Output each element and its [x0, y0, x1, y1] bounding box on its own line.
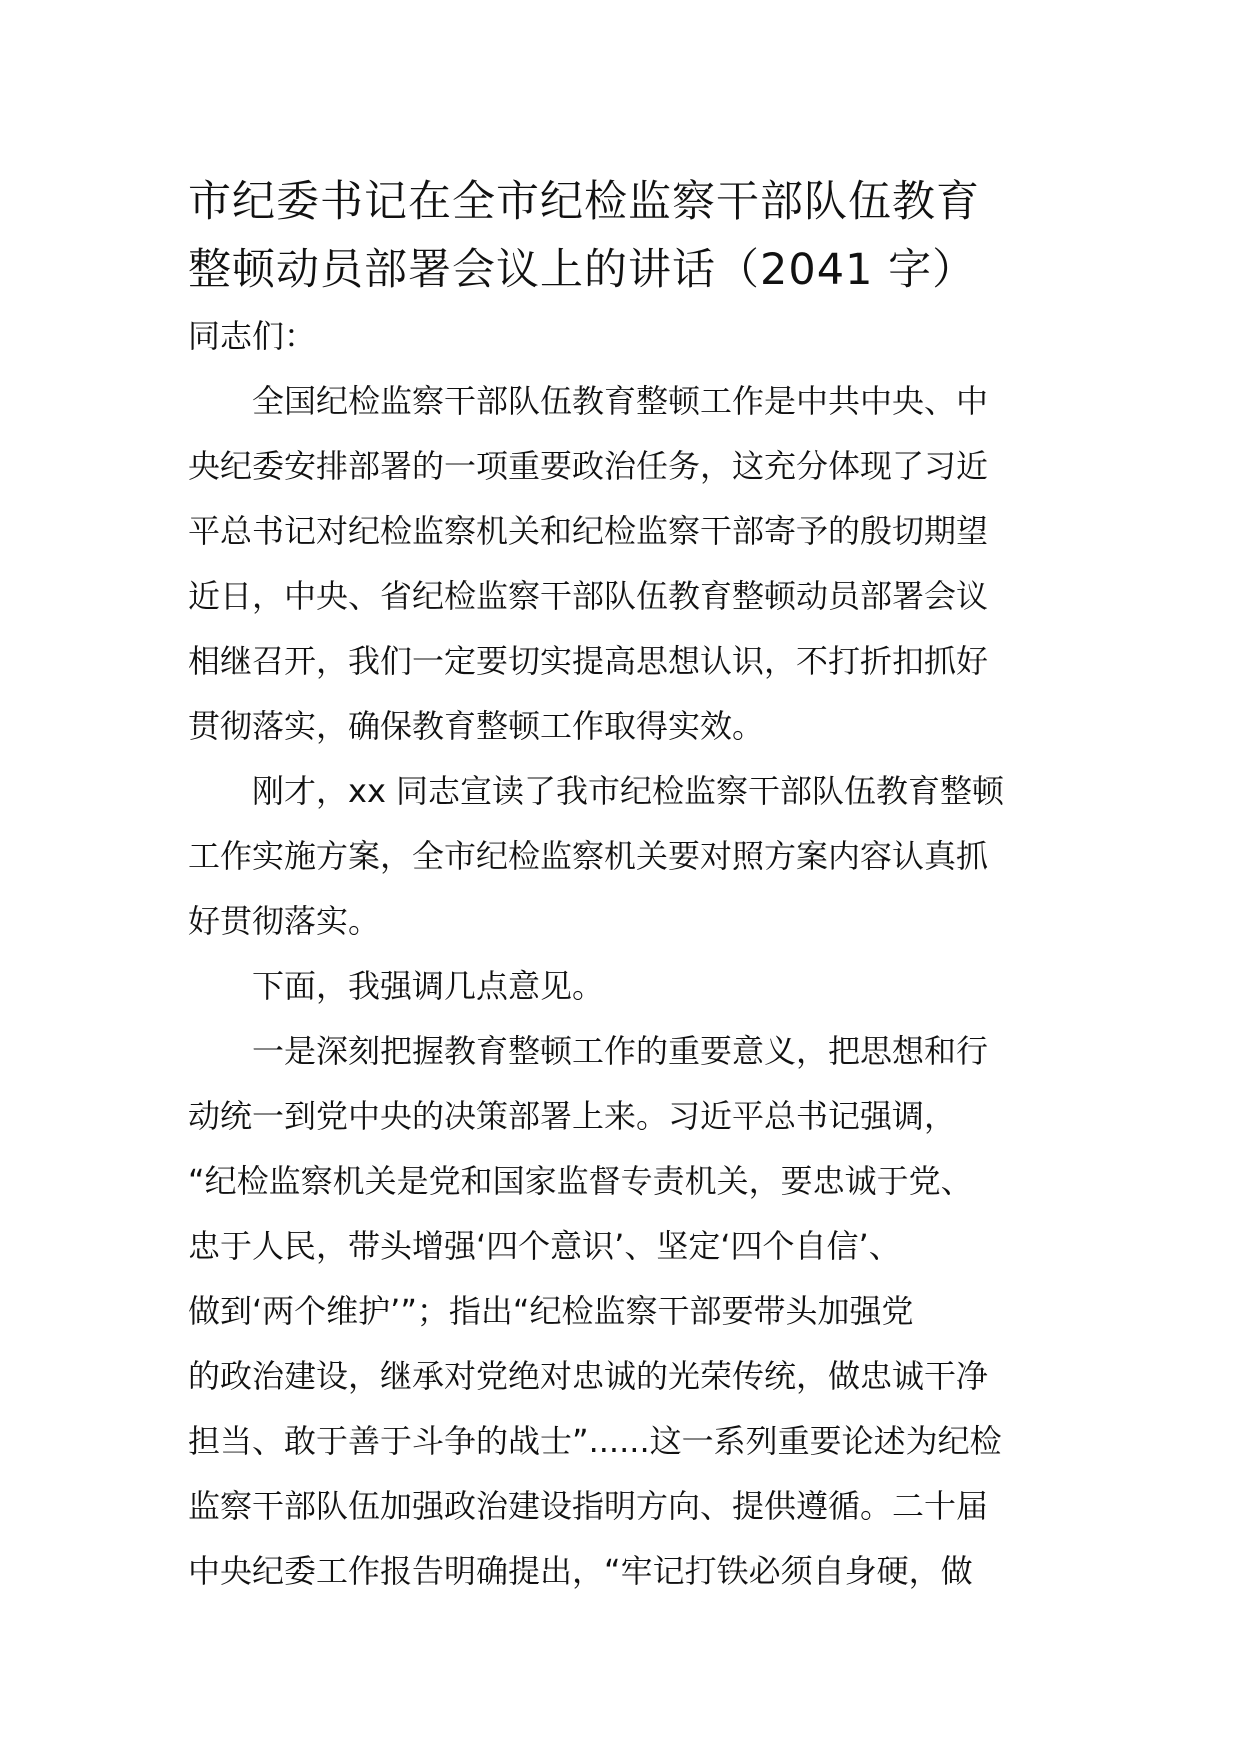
paragraph-line: 下面，我强调几点意见。: [252, 967, 605, 1005]
paragraph-4: [188, 1019, 1058, 1604]
document-title: [188, 168, 1058, 304]
paragraph-line: 工作实施方案，全市纪检监察机关要对照方案内容认真抓: [188, 837, 989, 875]
paragraph-line: 忠于人民，带头增强‘四个意识’、坚定‘四个自信’、: [188, 1227, 901, 1265]
paragraph-line: 平总书记对纪检监察机关和纪检监察干部寄予的殷切期望: [188, 512, 989, 550]
paragraph-line: 贯彻落实，确保教育整顿工作取得实效。: [188, 707, 765, 745]
paragraph-line: 担当、敢于善于斗争的战士”......这一系列重要论述为纪检: [188, 1422, 1002, 1460]
paragraph-line: 央纪委安排部署的一项重要政治任务，这充分体现了习近: [188, 447, 989, 485]
paragraph-line: 近日，中央、省纪检监察干部队伍教育整顿动员部署会议: [188, 577, 989, 615]
paragraph-line: 做到‘两个维护’”；指出“纪检监察干部要带头加强党: [188, 1292, 914, 1330]
paragraph-line: 监察干部队伍加强政治建设指明方向、提供遵循。二十届: [188, 1487, 989, 1525]
paragraph-line: 相继召开，我们一定要切实提高思想认识，不打折扣抓好: [188, 642, 989, 680]
paragraph-line: 好贯彻落实。: [188, 902, 381, 940]
title-line: 整顿动员部署会议上的讲话（2041 字）: [188, 245, 977, 295]
paragraph-line: 一是深刻把握教育整顿工作的重要意义，把思想和行: [252, 1032, 989, 1070]
paragraph-line: 动统一到党中央的决策部署上来。习近平总书记强调，: [188, 1097, 957, 1135]
paragraph-line: 中央纪委工作报告明确提出，“牢记打铁必须自身硬，做: [188, 1552, 973, 1590]
paragraph-line: 全国纪检监察干部队伍教育整顿工作是中共中央、中: [252, 382, 989, 420]
document-body: [188, 168, 1058, 1604]
paragraph-line: “纪检监察机关是党和国家监督专责机关，要忠诚于党、: [188, 1162, 973, 1200]
paragraph-3: [188, 954, 1058, 1019]
title-line: 市纪委书记在全市纪检监察干部队伍教育: [188, 177, 980, 227]
paragraph-line: 刚才，xx 同志宣读了我市纪检监察干部队伍教育整顿: [252, 772, 1005, 810]
paragraph-1: [188, 369, 1058, 759]
paragraph-2: [188, 759, 1058, 954]
paragraph-line: 的政治建设，继承对党绝对忠诚的光荣传统，做忠诚干净: [188, 1357, 989, 1395]
salutation: 同志们：: [188, 317, 317, 355]
